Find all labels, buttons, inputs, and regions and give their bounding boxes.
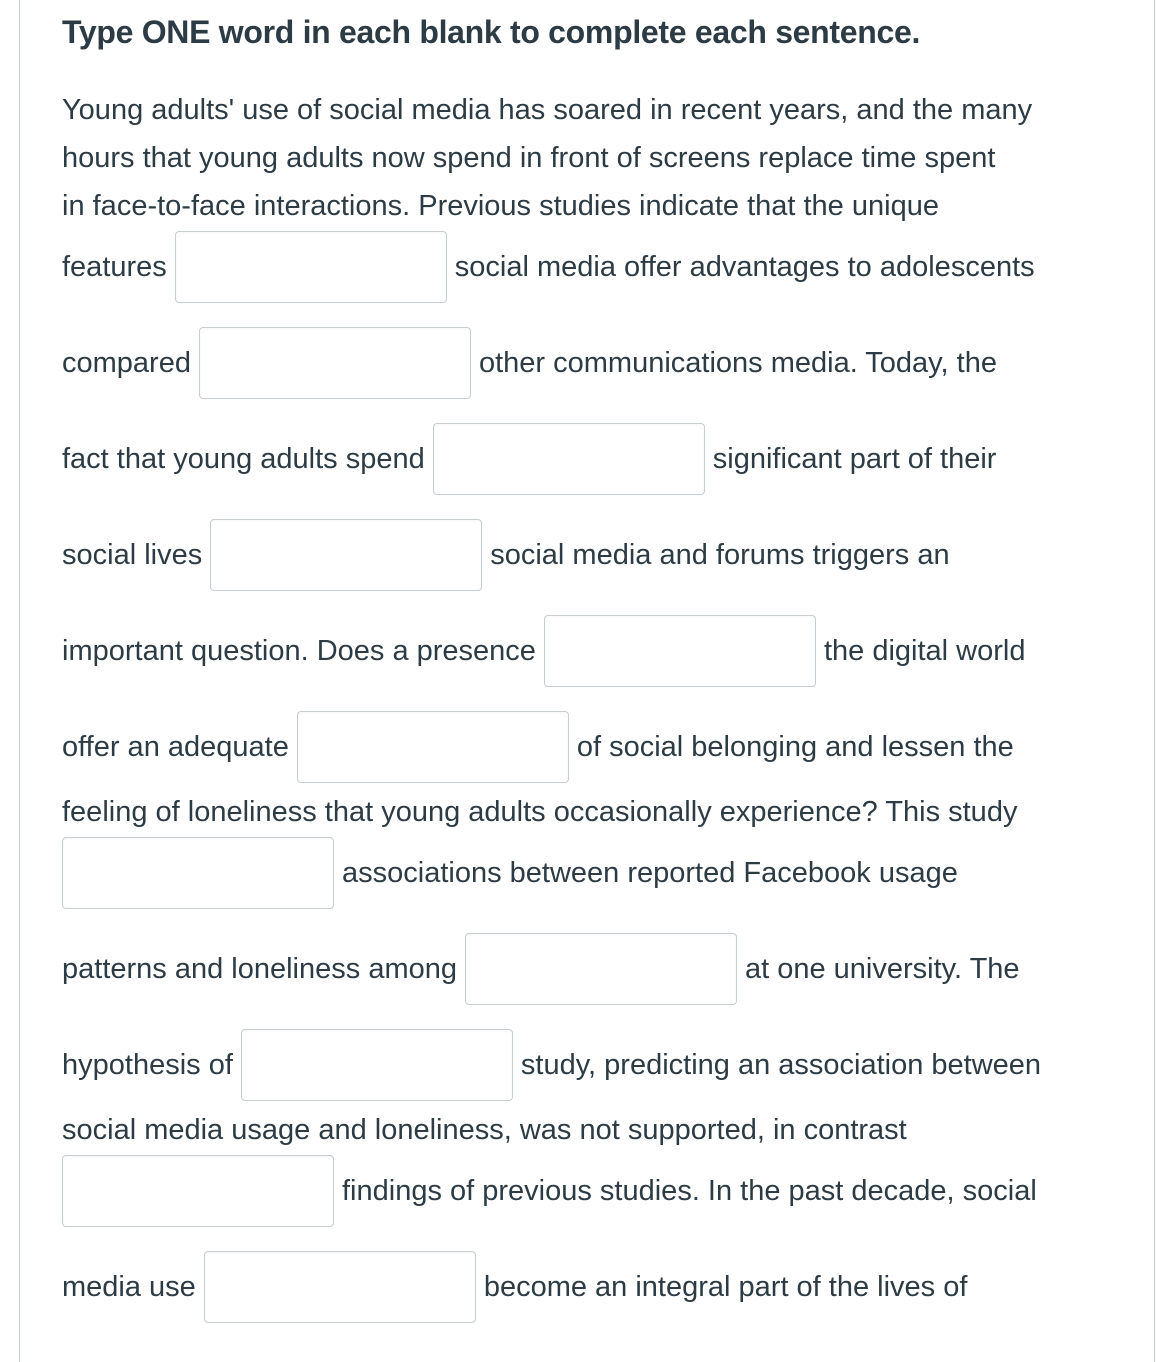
passage-line-2: hours that young adults now spend in front of screens replace time spent bbox=[62, 142, 996, 174]
passage-row-8 bbox=[62, 836, 1142, 910]
passage-row-1 bbox=[62, 230, 1142, 304]
blank-input-5[interactable] bbox=[544, 615, 816, 687]
passage-row-3 bbox=[62, 422, 1142, 496]
row-8-after-text: associations between reported Facebook usage bbox=[342, 857, 958, 889]
row-3-after-text: significant part of their bbox=[712, 443, 997, 475]
blank-input-3[interactable] bbox=[433, 423, 705, 495]
passage-line-7: feeling of loneliness that young adults occasionally experience? This study bbox=[62, 796, 1018, 828]
passage-line-3: in face-to-face interactions. Previous studies indicate that the unique bbox=[62, 190, 939, 222]
row-4-before-text: social lives bbox=[62, 539, 203, 571]
passage bbox=[62, 86, 1142, 1324]
row-3-before-text: fact that young adults spend bbox=[62, 443, 425, 475]
row-4-after-text: social media and forums triggers an bbox=[490, 539, 950, 571]
row-9-after-text: at one university. The bbox=[744, 953, 1020, 985]
passage-row-4 bbox=[62, 518, 1142, 592]
row-13-after-text: become an integral part of the lives of bbox=[483, 1271, 968, 1303]
row-12-after-text: findings of previous studies. In the past decade, social bbox=[342, 1175, 1037, 1207]
passage-line-1: Young adults' use of social media has soared in recent years, and the many bbox=[62, 94, 1033, 126]
blank-input-6[interactable] bbox=[297, 711, 569, 783]
blank-input-9[interactable] bbox=[241, 1029, 513, 1101]
blank-input-10[interactable] bbox=[62, 1155, 334, 1227]
row-5-after-text: the digital world bbox=[823, 635, 1026, 667]
row-1-after-text: social media offer advantages to adolescents bbox=[454, 251, 1035, 283]
blank-input-8[interactable] bbox=[465, 933, 737, 1005]
blank-input-2[interactable] bbox=[199, 327, 471, 399]
row-10-after-text: study, predicting an association between bbox=[520, 1049, 1042, 1081]
passage-line-11: social media usage and loneliness, was not supported, in contrast bbox=[62, 1114, 907, 1146]
frame-right-border bbox=[1154, 0, 1155, 1362]
row-2-after-text: other communications media. Today, the bbox=[478, 347, 997, 379]
blank-input-1[interactable] bbox=[175, 231, 447, 303]
passage-row-9 bbox=[62, 932, 1142, 1006]
row-5-before-text: important question. Does a presence bbox=[62, 635, 536, 667]
passage-row-10 bbox=[62, 1028, 1142, 1102]
blank-input-7[interactable] bbox=[62, 837, 334, 909]
blank-input-11[interactable] bbox=[204, 1251, 476, 1323]
frame-left-border bbox=[19, 0, 20, 1362]
instruction-heading: Type ONE word in each blank to complete each sentence. bbox=[62, 14, 921, 50]
row-2-before-text: compared bbox=[62, 347, 191, 379]
row-6-before-text: offer an adequate bbox=[62, 731, 289, 763]
passage-row-6 bbox=[62, 710, 1142, 784]
blank-input-4[interactable] bbox=[210, 519, 482, 591]
row-1-before-text: features bbox=[62, 251, 167, 283]
passage-row-12 bbox=[62, 1154, 1142, 1228]
row-10-before-text: hypothesis of bbox=[62, 1049, 233, 1081]
passage-row-13 bbox=[62, 1250, 1142, 1324]
question-content bbox=[62, 0, 1142, 1324]
passage-row-5 bbox=[62, 614, 1142, 688]
row-6-after-text: of social belonging and lessen the bbox=[576, 731, 1014, 763]
passage-row-2 bbox=[62, 326, 1142, 400]
row-9-before-text: patterns and loneliness among bbox=[62, 953, 457, 985]
row-13-before-text: media use bbox=[62, 1271, 196, 1303]
